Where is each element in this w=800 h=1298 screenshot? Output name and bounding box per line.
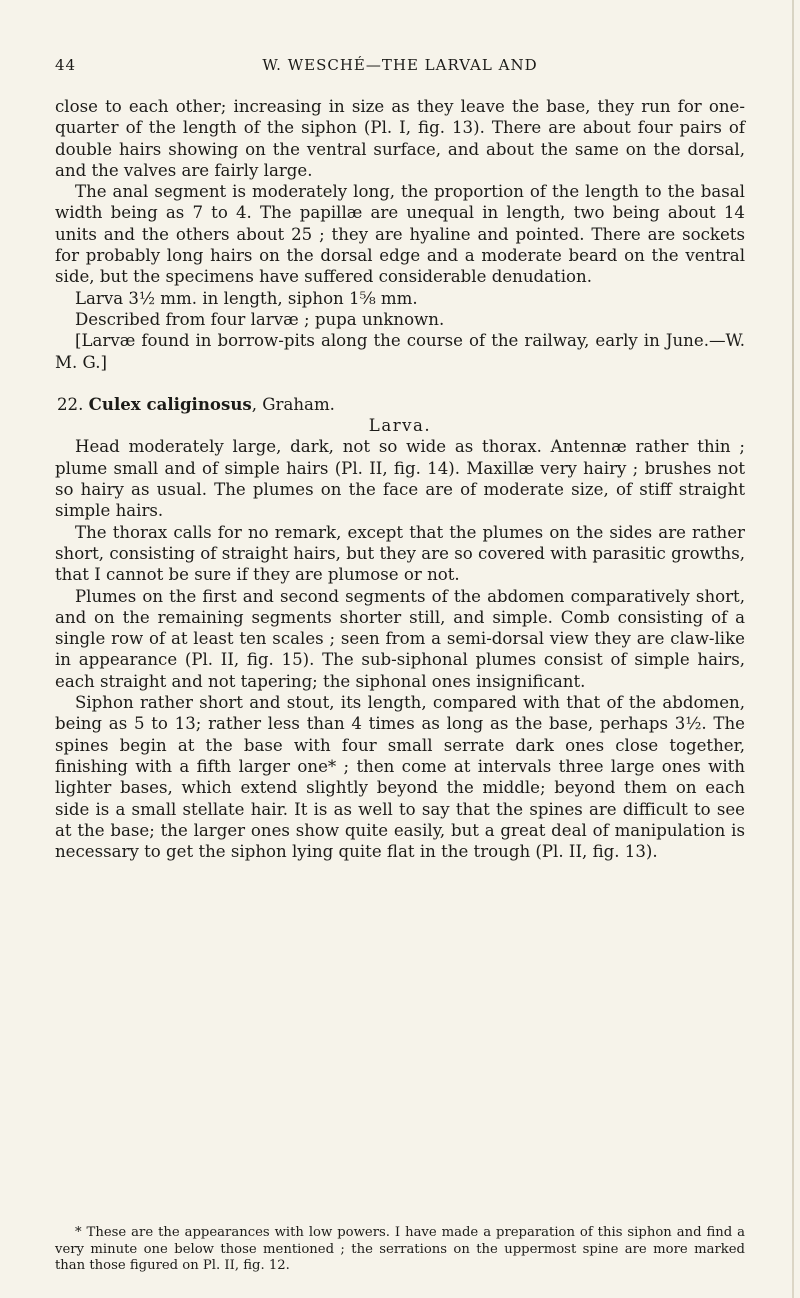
paragraph: Head moderately large, dark, not so wide as thorax. Antennæ rather thin ; plume small and of simple hairs (Pl. II, fig. 14). Maxillæ very hairy ; brushes not so hairy as usual. The plumes on the face are of moderate size, of stiff straight simple hairs. xyxy=(55,437,745,521)
species-number: 22. xyxy=(57,394,84,414)
species-author: , Graham. xyxy=(251,394,335,414)
footnote-text: * These are the appearances with low powers. I have made a preparation of this siphon and find a very minute one below those mentioned ; the serrations on the uppermost spine are more marked than those figured on Pl. II, fig. 12. xyxy=(55,1225,745,1274)
paragraph: close to each other; increasing in size as they leave the base, they run for one-quarter of the length of the siphon (Pl. I, fig. 13). There are about four pairs of double hairs showing on the ventral surface, and about the same on the dorsal, and the valves are fairly large. xyxy=(55,97,745,180)
paragraph: Larva 3½ mm. in length, siphon 1⅝ mm. xyxy=(75,288,418,308)
page-number: 44 xyxy=(55,56,77,74)
species-heading xyxy=(55,394,745,415)
spacer xyxy=(55,373,745,394)
footnote xyxy=(55,1225,745,1275)
paragraph: The thorax calls for no remark, except that the plumes on the sides are rather short, consisting of straight hairs, but they are so covered with parasitic growths, that I cannot be sure if they are plumose or not. xyxy=(55,522,745,585)
paragraph: Described from four larvæ ; pupa unknown. xyxy=(75,309,445,329)
species-name: Culex caliginosus xyxy=(88,393,252,414)
paragraph: Plumes on the first and second segments of the abdomen comparatively short, and on the remaining segments shorter still, and simple. Comb consisting of a single row of at least ten scales ; seen from a semi-dorsal view they are claw-like in appearance (Pl. II, fig. 15). The sub-siphonal plumes consist of simple hairs, each straight and not tapering; the siphonal ones insignificant. xyxy=(55,586,745,691)
running-header xyxy=(55,56,745,80)
paragraph: Siphon rather short and stout, its length, compared with that of the abdomen, being as 5 to 13; rather less than 4 times as long as the base, perhaps 3½. The spines begin at the base with four small serrate dark ones close together, finishing with a fifth larger one* ; then come at intervals three large ones with lighter bases, which extend slightly beyond the middle; beyond them on each side is a small stellate hair. It is as well to say that the spines are difficult to see at the base; the larger ones show quite easily, but a great deal of manipulation is necessary to get the siphon lying quite flat in the trough (Pl. II, fig. 13). xyxy=(55,693,745,862)
body-text xyxy=(55,96,745,862)
paragraph: The anal segment is moderately long, the proportion of the length to the basal width being as 7 to 4. The papillæ are unequal in length, two being about 14 units and the others about 25 ; they are hyaline and pointed. There are sockets for probably long hairs on the dorsal edge and a moderate beard on the ventral side, but the specimens have suffered considerable denudation. xyxy=(55,182,745,287)
section-heading: Larva. xyxy=(368,416,432,436)
page-edge-line xyxy=(792,0,794,1298)
paragraph: [Larvæ found in borrow-pits along the course of the railway, early in June.—W. M. G.] xyxy=(55,331,745,372)
running-title: W. WESCHÉ—THE LARVAL AND xyxy=(262,56,538,74)
